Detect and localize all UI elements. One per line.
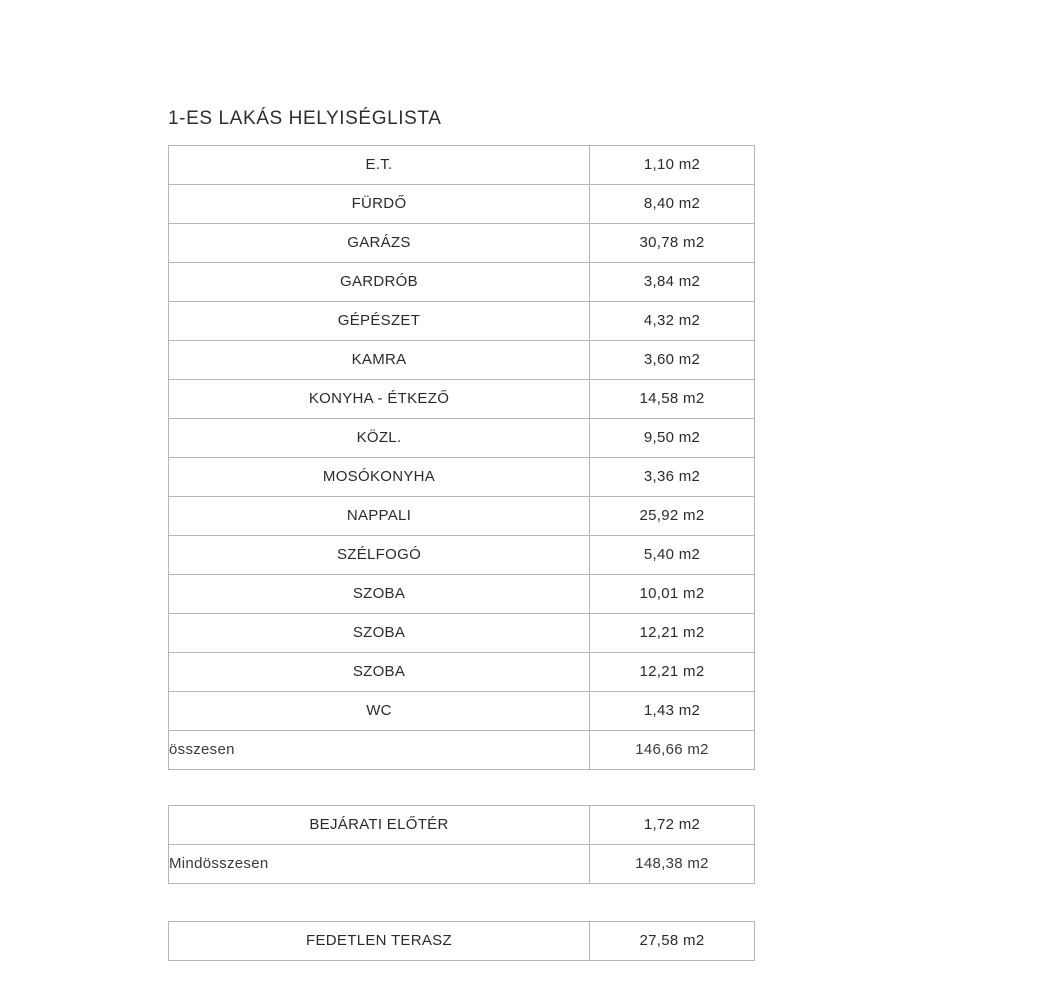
room-name: FEDETLEN TERASZ — [306, 932, 452, 949]
room-name-cell — [169, 922, 590, 961]
room-name: SZOBA — [352, 624, 406, 641]
room-name: SZOBA — [352, 585, 406, 602]
table-row — [169, 419, 755, 458]
table-body-terrace — [169, 922, 755, 961]
room-area: 4,32 m2 — [643, 312, 701, 329]
total-label: összesen — [169, 741, 235, 758]
total-area: 146,66 m2 — [635, 741, 709, 758]
room-name: GÉPÉSZET — [337, 312, 421, 329]
room-name-cell — [169, 458, 590, 497]
room-area: 27,58 m2 — [639, 932, 705, 949]
table-body-entry — [169, 806, 755, 884]
room-area: 9,50 m2 — [643, 429, 701, 446]
room-name: KÖZL. — [356, 429, 402, 446]
total-label-cell — [169, 731, 590, 770]
room-name-cell — [169, 224, 590, 263]
grand-total-area: 148,38 m2 — [635, 855, 709, 872]
grand-total-label: Mindösszesen — [169, 855, 269, 872]
room-area-cell — [590, 614, 755, 653]
room-list-table-main — [168, 145, 755, 770]
room-name: GARÁZS — [347, 234, 411, 251]
room-name-cell — [169, 185, 590, 224]
room-area: 30,78 m2 — [639, 234, 705, 251]
page-title: 1-ES LAKÁS HELYISÉGLISTA — [168, 108, 442, 129]
table-row — [169, 536, 755, 575]
room-name: MOSÓKONYHA — [322, 468, 436, 485]
table-row — [169, 380, 755, 419]
room-area-cell — [590, 536, 755, 575]
room-area-cell — [590, 341, 755, 380]
total-area-cell — [590, 731, 755, 770]
room-area: 3,60 m2 — [643, 351, 701, 368]
table-row — [169, 614, 755, 653]
room-name-cell — [169, 341, 590, 380]
room-name: KAMRA — [351, 351, 407, 368]
room-area-cell — [590, 380, 755, 419]
room-name-cell — [169, 614, 590, 653]
room-area-cell — [590, 497, 755, 536]
room-area-cell — [590, 419, 755, 458]
room-name: BEJÁRATI ELŐTÉR — [309, 816, 449, 833]
room-name-cell — [169, 263, 590, 302]
table-row — [169, 146, 755, 185]
room-area: 10,01 m2 — [639, 585, 705, 602]
grand-total-area-cell — [590, 845, 755, 884]
room-area-cell — [590, 224, 755, 263]
room-name-cell — [169, 536, 590, 575]
room-list-table-terrace — [168, 921, 755, 961]
room-name: KONYHA - ÉTKEZŐ — [308, 390, 450, 407]
table-row — [169, 458, 755, 497]
table-row — [169, 185, 755, 224]
table-row — [169, 497, 755, 536]
room-area: 8,40 m2 — [643, 195, 701, 212]
room-name: NAPPALI — [346, 507, 412, 524]
room-area-cell — [590, 806, 755, 845]
table-row — [169, 302, 755, 341]
room-name-cell — [169, 653, 590, 692]
table-row — [169, 224, 755, 263]
room-area-cell — [590, 302, 755, 341]
room-name-cell — [169, 146, 590, 185]
table-row — [169, 922, 755, 961]
table-row-total — [169, 731, 755, 770]
room-area: 3,36 m2 — [643, 468, 701, 485]
room-name-cell — [169, 497, 590, 536]
room-name-cell — [169, 806, 590, 845]
room-name: FÜRDŐ — [351, 195, 407, 212]
table-row — [169, 653, 755, 692]
room-area: 3,84 m2 — [643, 273, 701, 290]
room-area-cell — [590, 692, 755, 731]
room-name: SZÉLFOGÓ — [336, 546, 422, 563]
room-area: 12,21 m2 — [639, 663, 705, 680]
room-name-cell — [169, 419, 590, 458]
table-row — [169, 692, 755, 731]
table-row — [169, 263, 755, 302]
room-name-cell — [169, 692, 590, 731]
room-name-cell — [169, 575, 590, 614]
room-name: WC — [366, 702, 392, 719]
room-list-table-entry — [168, 805, 755, 884]
room-area: 1,72 m2 — [643, 816, 701, 833]
room-name: SZOBA — [352, 663, 406, 680]
room-area: 14,58 m2 — [639, 390, 705, 407]
room-area-cell — [590, 146, 755, 185]
room-area: 5,40 m2 — [643, 546, 701, 563]
room-area: 1,10 m2 — [643, 156, 701, 173]
table-row — [169, 806, 755, 845]
table-body-main — [169, 146, 755, 770]
room-area-cell — [590, 653, 755, 692]
room-name: E.T. — [365, 156, 393, 173]
room-area-cell — [590, 185, 755, 224]
room-area: 25,92 m2 — [639, 507, 705, 524]
room-area-cell — [590, 263, 755, 302]
table-row — [169, 575, 755, 614]
room-area-cell — [590, 922, 755, 961]
room-area: 12,21 m2 — [639, 624, 705, 641]
room-name-cell — [169, 380, 590, 419]
room-area-cell — [590, 575, 755, 614]
grand-total-label-cell — [169, 845, 590, 884]
table-row-grand-total — [169, 845, 755, 884]
room-name-cell — [169, 302, 590, 341]
room-area: 1,43 m2 — [643, 702, 701, 719]
room-name: GARDRÓB — [340, 273, 418, 290]
room-area-cell — [590, 458, 755, 497]
table-row — [169, 341, 755, 380]
